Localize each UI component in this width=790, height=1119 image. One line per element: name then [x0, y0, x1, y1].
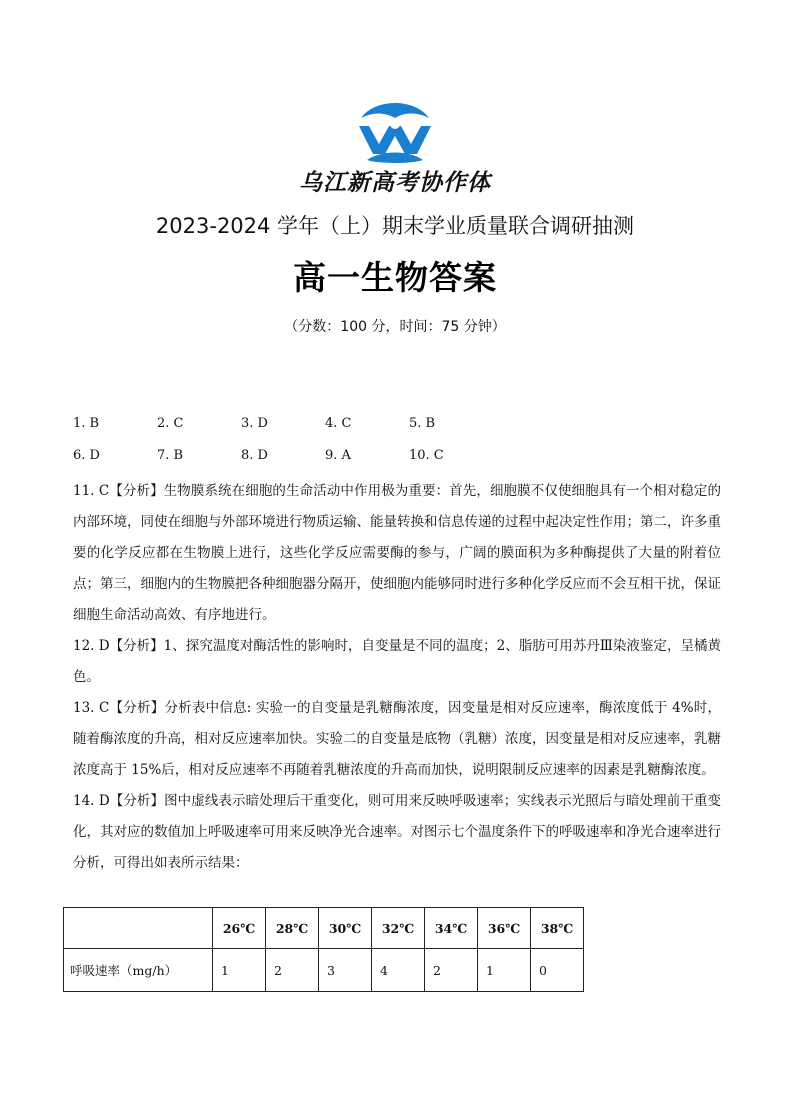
table-row [64, 949, 584, 992]
logo-wave-top [361, 103, 429, 118]
answer-item: 4. C [325, 416, 352, 431]
table-header-cell: 26℃ [213, 908, 266, 949]
logo-w-shape [359, 126, 431, 154]
brand-name: 乌江新高考协作体 [299, 170, 491, 196]
table-cell: 1 [478, 949, 531, 992]
answer-row [73, 414, 673, 446]
exam-subtitle: 2023-2024 学年（上）期末学业质量联合调研抽测 [155, 214, 635, 238]
analysis-paragraph: 13. C【分析】分析表中信息: 实验一的自变量是乳糖酶浓度，因变量是相对反应速率，酶浓度低于 4%时，随着酶浓度的升高，相对反应速率加快。实验二的自变量是底物（乳糖）浓度，因变量是相对反应速率，乳糖浓度高于 15%后，相对反应速率不再随着乳糖浓度的升高而加快，说明限制反应速率的因素是乳糖酶浓度。 [73, 700, 721, 778]
table-cell: 3 [319, 949, 372, 992]
table-cell: 2 [266, 949, 319, 992]
page-title: 高一生物答案 [293, 258, 497, 297]
table-cell: 4 [372, 949, 425, 992]
table-cell: 1 [213, 949, 266, 992]
table-header-cell: 28℃ [266, 908, 319, 949]
mc-answers [73, 414, 673, 478]
table-header-cell: 38℃ [531, 908, 584, 949]
table-header-cell: 34℃ [425, 908, 478, 949]
exam-meta: （分数：100 分，时间：75 分钟） [284, 319, 506, 335]
table-header-cell: 36℃ [478, 908, 531, 949]
analysis-paragraph: 12. D【分析】1、探究温度对酶活性的影响时，自变量是不同的温度；2、脂肪可用苏丹Ⅲ染液鉴定，呈橘黄色。 [73, 638, 721, 685]
answer-item: 2. C [157, 416, 184, 431]
analysis-section [73, 476, 721, 879]
analysis-paragraph: 11. C【分析】生物膜系统在细胞的生命活动中作用极为重要：首先，细胞膜不仅使细胞具有一个相对稳定的内部环境，同使在细胞与外部环境进行物质运输、能量转换和信息传递的过程中起决定性作用；第二，许多重要的化学反应都在生物膜上进行，这些化学反应需要酶的参与，广阔的膜面积为多种酶提供了大量的附着位点；第三，细胞内的生物膜把各种细胞器分隔开，使细胞内能够同时进行多种化学反应而不会互相干扰，保证细胞生命活动高效、有序地进行。 [73, 483, 721, 623]
table-row-label: 呼吸速率（mg/h） [64, 949, 213, 992]
table-header-cell: 32℃ [372, 908, 425, 949]
wujiang-logo [355, 102, 435, 164]
table-header-row [64, 908, 584, 949]
answer-item: 6. D [73, 448, 100, 463]
table-cell: 2 [425, 949, 478, 992]
table-corner-cell [64, 908, 213, 949]
answer-item: 8. D [241, 448, 268, 463]
answer-item: 5. B [409, 416, 436, 431]
table-header-cell: 30℃ [319, 908, 372, 949]
answer-row [73, 446, 673, 478]
analysis-paragraph: 14. D【分析】图中虚线表示暗处理后干重变化，则可用来反映呼吸速率；实线表示光照后与暗处理前干重变化，其对应的数值加上呼吸速率可用来反映净光合速率。对图示七个温度条件下的呼吸速率和净光合速率进行分析，可得出如表所示结果： [73, 793, 721, 871]
table-cell: 0 [531, 949, 584, 992]
answer-item: 7. B [157, 448, 184, 463]
answer-item: 9. A [325, 448, 351, 463]
logo-dot [390, 119, 400, 129]
answer-item: 1. B [73, 416, 100, 431]
answer-item: 10. C [409, 448, 444, 463]
logo-wave-bottom [367, 153, 423, 164]
answer-item: 3. D [241, 416, 268, 431]
respiration-table [63, 907, 584, 992]
